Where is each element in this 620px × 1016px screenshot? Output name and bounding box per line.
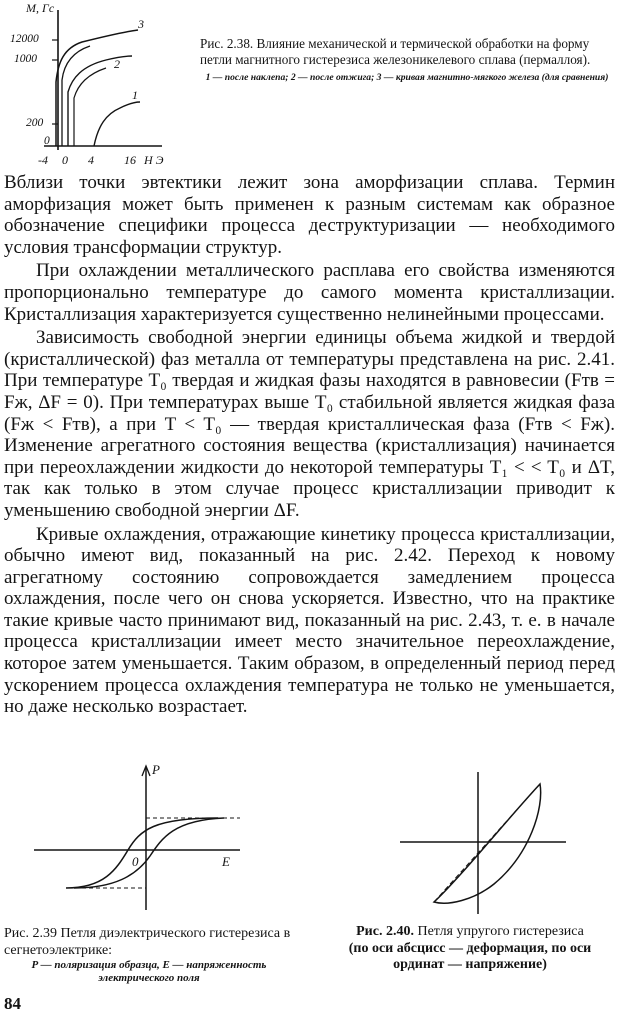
- x-tick-16: 16: [124, 153, 136, 167]
- figure-2-39-caption: [4, 926, 294, 985]
- caption-title: Петля упругого гистерезиса: [413, 924, 584, 939]
- paragraph: Зависимость свободной энергии единицы объема жидкой и твердой (кристаллической) фаз металла от температуры представлена на рис. 2.41. При температуре T₀ твердая и жидкая фазы находятся в равновесии (Fтв = Fж, ΔF = 0). При температурах выше T₀ стабильной является жидкая фаза (Fж < Fтв), а при T < T₀ — твердая кристаллическая фаза (Fтв < Fж). Изменение агрегатного состояния вещества (кристаллизация) начинается при переохлаждении жидкости до некоторой температуры T₁ < < T₀ и ΔT, так как только в этом случае процесс кристаллизации приводит к уменьшению свободной энергии ΔF.: [4, 327, 615, 521]
- caption-text: Рис. 2.38. Влияние механической и термической обработки на форму петли магнитного гистерезиса железоникелевого сплава (пермаллоя).: [200, 36, 591, 67]
- origin-label: 0: [132, 854, 139, 869]
- caption-legend: 1 — после наклепа; 2 — после отжига; 3 — кривая магнитно-мягкого железа (для сравнения): [205, 72, 609, 83]
- figure-2-40: [390, 768, 580, 916]
- paragraph: При охлаждении металлического расплава его свойства изменяются пропорционально температуре до самого момента кристаллизации. Кристаллизация характеризуется существенно нелинейными процессами.: [4, 260, 615, 325]
- caption-text: Рис. 2.39 Петля диэлектрического гистерезиса в сегнетоэлектрике:: [4, 926, 291, 958]
- y-tick-12000: 12000: [10, 33, 39, 45]
- elastic-loop: [434, 784, 541, 903]
- y-tick-0: 0: [44, 135, 50, 147]
- paragraph: Вблизи точки эвтектики лежит зона аморфизации сплава. Термин аморфизация может быть применен к разным системам как образное обозначение специфики процесса деструктуризации — необходимого условия трансформации структур.: [4, 172, 615, 258]
- figure-2-38-caption: [200, 36, 614, 84]
- curve-label-2: 2: [114, 57, 120, 71]
- curve-2-return: [74, 68, 106, 146]
- curve-1: [94, 102, 140, 146]
- y-tick-200: 200: [26, 117, 44, 129]
- x-unit: Н Э: [144, 153, 164, 167]
- x-tick-minus4: -4: [38, 153, 48, 167]
- curve-label-3: 3: [138, 17, 144, 31]
- caption-legend: P — поляризация образца, E — напряженность электрического поля: [31, 959, 267, 984]
- x-tick-0: 0: [62, 153, 68, 167]
- e-axis-label: E: [222, 854, 230, 869]
- x-tick-4: 4: [88, 153, 94, 167]
- page-number: 84: [4, 994, 21, 1013]
- figure-2-40-caption: [322, 924, 618, 974]
- curve-label-1: 1: [132, 88, 138, 102]
- figure-2-38: [2, 2, 192, 172]
- p-axis-label: P: [152, 762, 160, 777]
- body-text: [4, 172, 615, 718]
- y-axis-label: M, Гс: [26, 2, 55, 15]
- figure-2-39: [4, 760, 254, 918]
- caption-number: Рис. 2.40.: [356, 924, 414, 939]
- curve-2: [68, 56, 132, 146]
- hysteresis-loop-outer: [66, 818, 218, 888]
- y-tick-1000: 1000: [14, 53, 37, 65]
- paragraph: Кривые охлаждения, отражающие кинетику процесса кристаллизации, обычно имеют вид, показанный на рис. 2.42. Переход к новому агрегатному состоянию сопровождается замедлением процесса охлаждения, после чего он снова ускоряется. Известно, что на практике такие кривые часто принимают вид, показанный на рис. 2.43, т. е. в начале процесса кристаллизации имеет место значительное переохлаждение, которое затем уменьшается. Таким образом, в определенный период перед ускорением процесса охлаждения температура не только не уменьшается, но даже несколько возрастает.: [4, 523, 615, 718]
- curve-3-return: [62, 46, 90, 146]
- caption-note: (по оси абсцисс — деформация, по оси ординат — напряжение): [348, 940, 592, 972]
